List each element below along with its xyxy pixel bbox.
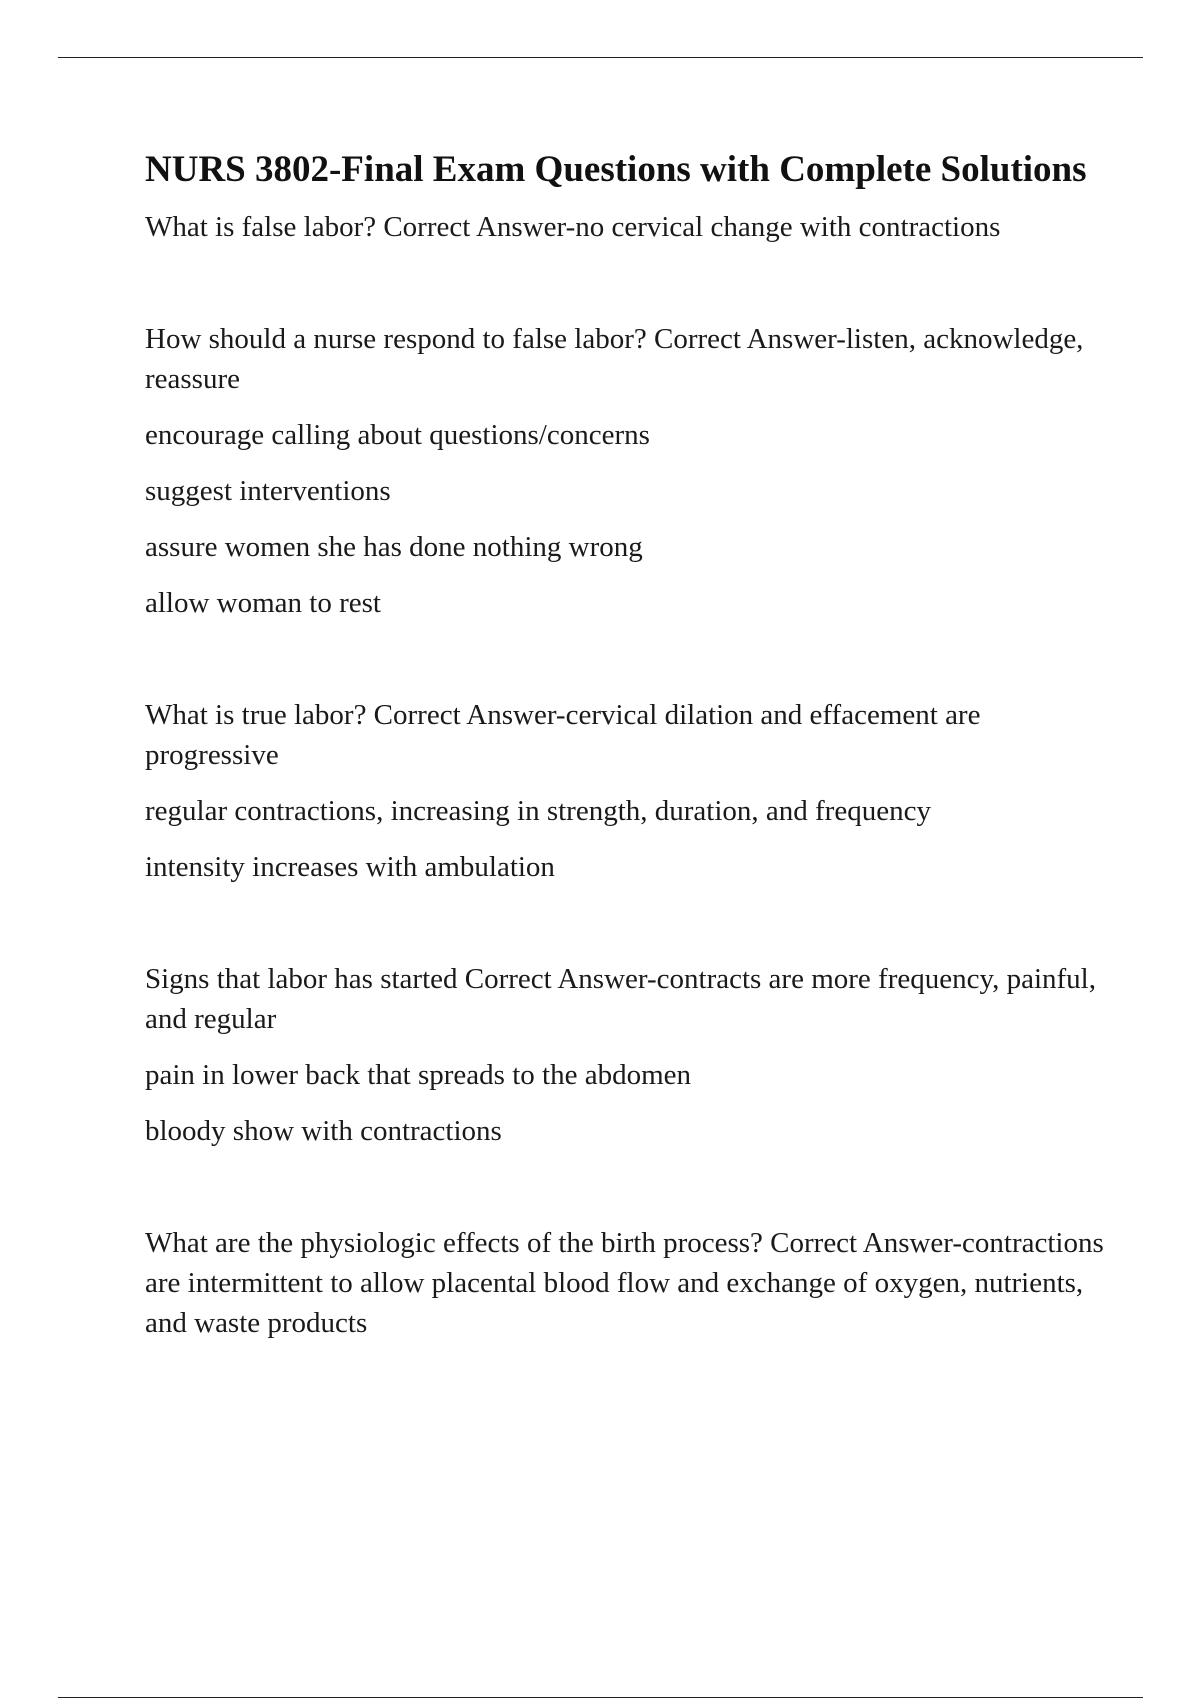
qa-line: How should a nurse respond to false labor? Correct Answer-listen, acknowledge, reassure (145, 323, 1084, 395)
qa-line: assure women she has done nothing wrong (145, 531, 643, 563)
qa-line: intensity increases with ambulation (145, 851, 555, 883)
qa-line: bloody show with contractions (145, 1115, 502, 1147)
document-title: NURS 3802-Final Exam Questions with Complete Solutions (145, 149, 1087, 190)
top-rule (58, 57, 1143, 58)
qa-line: encourage calling about questions/concerns (145, 419, 650, 451)
document-body (145, 145, 1105, 1415)
qa-line: What is true labor? Correct Answer-cervical dilation and effacement are progressive (145, 699, 981, 771)
qa-item (145, 207, 1105, 247)
qa-line: Signs that labor has started Correct Answer-contracts are more frequency, painful, and regular (145, 963, 1096, 1035)
qa-line: regular contractions, increasing in strength, duration, and frequency (145, 795, 931, 827)
qa-line: allow woman to rest (145, 587, 381, 619)
qa-line: What is false labor? Correct Answer-no cervical change with contractions (145, 211, 1001, 243)
qa-line: What are the physiologic effects of the birth process? Correct Answer-contractions are intermittent to allow placental blood flow and exchange of oxygen, nutrients, and waste products (145, 1227, 1104, 1339)
qa-item (145, 959, 1105, 1151)
bottom-rule (58, 1697, 1143, 1698)
qa-item (145, 319, 1105, 623)
qa-line: pain in lower back that spreads to the abdomen (145, 1059, 692, 1091)
qa-item (145, 1223, 1105, 1343)
qa-item (145, 695, 1105, 887)
qa-line: suggest interventions (145, 475, 391, 507)
